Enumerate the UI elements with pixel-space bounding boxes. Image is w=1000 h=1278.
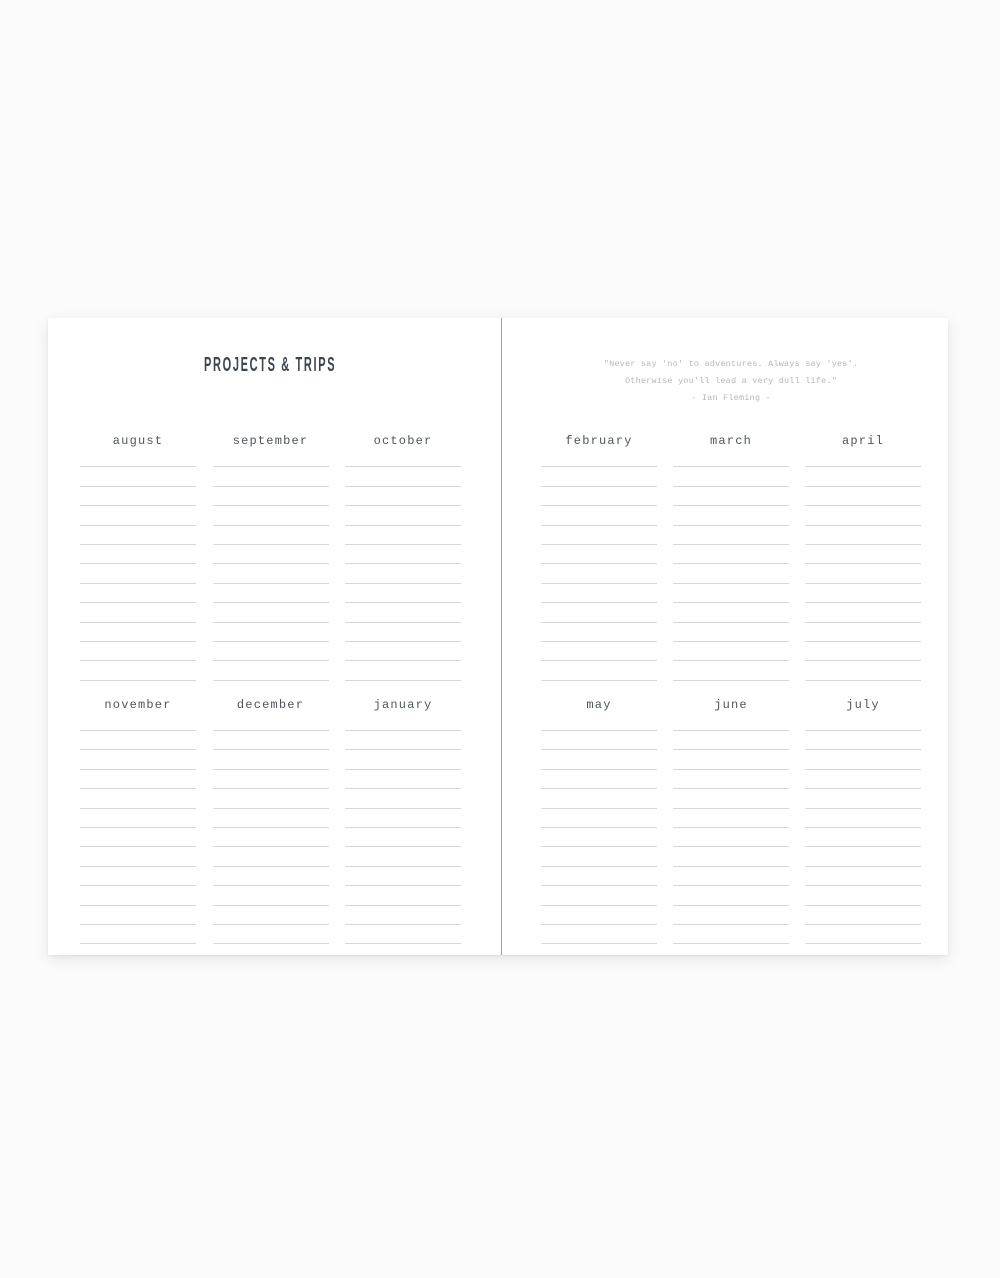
- ruled-line: [80, 448, 196, 467]
- ruled-line: [80, 809, 196, 828]
- month-block-march: [673, 435, 789, 681]
- ruled-line: [345, 789, 461, 808]
- month-block-september: [213, 435, 329, 681]
- month-label-december: december: [236, 697, 305, 712]
- month-block-june: [673, 699, 789, 945]
- ruled-line: [673, 828, 789, 847]
- ruled-line: [80, 642, 196, 661]
- ruled-line: [80, 603, 196, 622]
- ruled-line: [345, 506, 461, 525]
- month-row: [541, 435, 921, 681]
- month-block-november: [80, 699, 196, 945]
- quote-line-1: "Never say 'no' to adventures. Always say 'yes'.: [603, 359, 859, 369]
- ruled-line: [213, 886, 329, 905]
- ruled-line: [345, 487, 461, 506]
- ruled-line: [80, 661, 196, 680]
- ruled-line: [80, 467, 196, 486]
- month-block-may: [541, 699, 657, 945]
- ruled-line: [673, 642, 789, 661]
- ruled-line: [541, 789, 657, 808]
- ruled-line: [213, 770, 329, 789]
- ruled-line: [213, 867, 329, 886]
- ruled-line: [541, 584, 657, 603]
- ruled-line: [80, 770, 196, 789]
- ruled-line: [345, 867, 461, 886]
- ruled-line: [80, 506, 196, 525]
- month-block-december: [213, 699, 329, 945]
- quote-block: [541, 318, 921, 435]
- ruled-line: [541, 731, 657, 750]
- ruled-line: [541, 847, 657, 866]
- ruled-line: [345, 603, 461, 622]
- ruled-line: [213, 847, 329, 866]
- ruled-line: [673, 925, 789, 944]
- ruled-line: [805, 448, 921, 467]
- ruled-line: [213, 661, 329, 680]
- ruled-line: [541, 603, 657, 622]
- ruled-line: [213, 448, 329, 467]
- ruled-line: [80, 526, 196, 545]
- month-label-september: september: [232, 434, 309, 448]
- ruled-line: [80, 867, 196, 886]
- ruled-line: [345, 809, 461, 828]
- ruled-line: [345, 448, 461, 467]
- ruled-line: [213, 906, 329, 925]
- ruled-line: [213, 603, 329, 622]
- ruled-line: [213, 789, 329, 808]
- ruled-line: [673, 467, 789, 486]
- ruled-line: [673, 906, 789, 925]
- ruled-line: [805, 623, 921, 642]
- ruled-line: [213, 750, 329, 769]
- ruled-line: [80, 828, 196, 847]
- ruled-line: [673, 809, 789, 828]
- ruled-line: [345, 623, 461, 642]
- ruled-line: [213, 731, 329, 750]
- ruled-line: [345, 712, 461, 731]
- ruled-line: [345, 847, 461, 866]
- ruled-line: [541, 750, 657, 769]
- ruled-line: [80, 750, 196, 769]
- ruled-line: [805, 906, 921, 925]
- ruled-line: [805, 545, 921, 564]
- ruled-line: [805, 847, 921, 866]
- ruled-line: [345, 584, 461, 603]
- ruled-line: [673, 750, 789, 769]
- ruled-line: [805, 584, 921, 603]
- ruled-line: [80, 584, 196, 603]
- ruled-line: [541, 770, 657, 789]
- ruled-line: [213, 506, 329, 525]
- ruled-line: [673, 564, 789, 583]
- ruled-line: [80, 623, 196, 642]
- ruled-line: [805, 886, 921, 905]
- ruled-line: [673, 867, 789, 886]
- ruled-line: [80, 906, 196, 925]
- month-label-april: april: [841, 434, 884, 448]
- ruled-line: [80, 925, 196, 944]
- ruled-line: [805, 809, 921, 828]
- ruled-line: [673, 712, 789, 731]
- month-block-april: [805, 435, 921, 681]
- ruled-line: [805, 867, 921, 886]
- month-label-august: august: [112, 434, 164, 448]
- month-row: [541, 699, 921, 945]
- ruled-line: [213, 712, 329, 731]
- month-block-october: [345, 435, 461, 681]
- ruled-line: [541, 487, 657, 506]
- ruled-line: [345, 906, 461, 925]
- ruled-line: [80, 487, 196, 506]
- ruled-line: [673, 506, 789, 525]
- month-block-february: [541, 435, 657, 681]
- left-page: [48, 318, 501, 955]
- month-block-august: [80, 435, 196, 681]
- ruled-line: [541, 809, 657, 828]
- ruled-line: [541, 448, 657, 467]
- ruled-line: [805, 750, 921, 769]
- month-label-january: january: [373, 697, 433, 712]
- ruled-line: [541, 712, 657, 731]
- month-label-november: november: [104, 697, 172, 712]
- ruled-line: [213, 828, 329, 847]
- ruled-line: [541, 623, 657, 642]
- ruled-line: [213, 526, 329, 545]
- ruled-line: [213, 925, 329, 944]
- ruled-line: [673, 526, 789, 545]
- ruled-line: [213, 487, 329, 506]
- ruled-line: [345, 750, 461, 769]
- ruled-line: [345, 661, 461, 680]
- ruled-line: [673, 545, 789, 564]
- ruled-line: [673, 847, 789, 866]
- ruled-line: [345, 545, 461, 564]
- quote-attribution: - Ian Fleming -: [691, 393, 771, 403]
- ruled-line: [345, 731, 461, 750]
- ruled-line: [213, 623, 329, 642]
- month-block-july: [805, 699, 921, 945]
- ruled-line: [541, 467, 657, 486]
- ruled-line: [805, 789, 921, 808]
- ruled-line: [80, 886, 196, 905]
- month-row: [80, 435, 461, 681]
- ruled-line: [541, 661, 657, 680]
- right-months-grid: [541, 435, 921, 944]
- ruled-line: [80, 789, 196, 808]
- ruled-line: [805, 661, 921, 680]
- ruled-line: [345, 770, 461, 789]
- ruled-line: [541, 545, 657, 564]
- ruled-line: [80, 731, 196, 750]
- ruled-line: [541, 906, 657, 925]
- ruled-line: [345, 526, 461, 545]
- ruled-line: [541, 886, 657, 905]
- ruled-line: [673, 448, 789, 467]
- ruled-line: [541, 828, 657, 847]
- ruled-line: [805, 467, 921, 486]
- ruled-line: [345, 925, 461, 944]
- planner-spread: [48, 318, 948, 955]
- ruled-line: [541, 564, 657, 583]
- ruled-line: [805, 603, 921, 622]
- ruled-line: [213, 642, 329, 661]
- ruled-line: [673, 789, 789, 808]
- ruled-line: [541, 526, 657, 545]
- month-label-march: march: [709, 434, 752, 448]
- ruled-line: [345, 564, 461, 583]
- ruled-line: [541, 642, 657, 661]
- ruled-line: [673, 886, 789, 905]
- ruled-line: [345, 642, 461, 661]
- ruled-line: [673, 623, 789, 642]
- ruled-line: [673, 487, 789, 506]
- ruled-line: [345, 828, 461, 847]
- ruled-line: [541, 867, 657, 886]
- right-page: [502, 318, 948, 955]
- ruled-line: [805, 642, 921, 661]
- ruled-line: [541, 506, 657, 525]
- ruled-line: [80, 712, 196, 731]
- ruled-line: [673, 584, 789, 603]
- ruled-line: [213, 564, 329, 583]
- ruled-line: [673, 731, 789, 750]
- ruled-line: [673, 661, 789, 680]
- quote-line-2: Otherwise you'll lead a very dull life.": [624, 376, 838, 386]
- month-label-june: june: [714, 697, 748, 712]
- ruled-line: [213, 584, 329, 603]
- ruled-line: [673, 603, 789, 622]
- ruled-line: [80, 847, 196, 866]
- left-months-grid: [80, 435, 461, 944]
- page-title-text: PROJECTS & TRIPS: [204, 354, 337, 376]
- ruled-line: [673, 770, 789, 789]
- ruled-line: [80, 545, 196, 564]
- ruled-line: [213, 467, 329, 486]
- ruled-line: [541, 925, 657, 944]
- month-label-october: october: [373, 434, 433, 448]
- ruled-line: [805, 770, 921, 789]
- ruled-line: [805, 487, 921, 506]
- month-label-february: february: [565, 434, 633, 448]
- ruled-line: [345, 467, 461, 486]
- month-label-july: july: [846, 697, 880, 712]
- month-label-may: may: [586, 697, 612, 712]
- ruled-line: [805, 526, 921, 545]
- ruled-line: [213, 809, 329, 828]
- left-page-header: [80, 318, 461, 435]
- ruled-line: [805, 712, 921, 731]
- month-block-january: [345, 699, 461, 945]
- ruled-line: [213, 545, 329, 564]
- page-title: [80, 318, 461, 375]
- ruled-line: [805, 564, 921, 583]
- ruled-line: [345, 886, 461, 905]
- ruled-line: [80, 564, 196, 583]
- ruled-line: [805, 506, 921, 525]
- ruled-line: [805, 731, 921, 750]
- ruled-line: [805, 925, 921, 944]
- ruled-line: [805, 828, 921, 847]
- month-row: [80, 699, 461, 945]
